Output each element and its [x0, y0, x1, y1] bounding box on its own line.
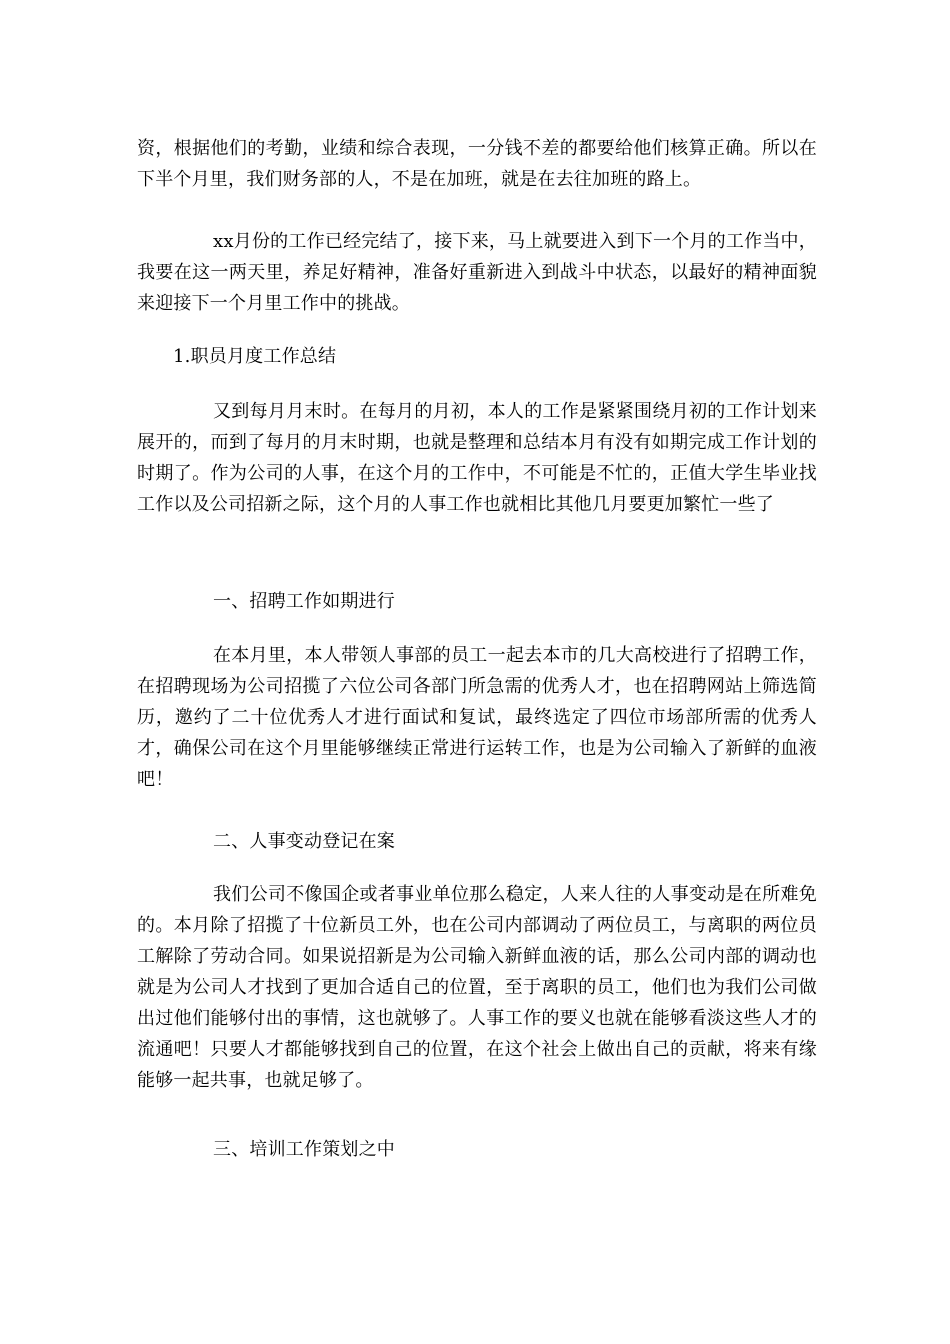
- paragraph-month-end: xx月份的工作已经完结了，接下来，马上就要进入到下一个月的工作当中，我要在这一两天里，养足好精神，准备好重新进入到战斗中状态，以最好的精神面貌来迎接下一个月里工作中的挑战。: [137, 231, 817, 314]
- paragraph-continuation: 资，根据他们的考勤，业绩和综合表现，一分钱不差的都要给他们核算正确。所以在下半个月里，我们财务部的人，不是在加班，就是在去往加班的路上。: [137, 138, 817, 190]
- paragraph-recruitment: 在本月里，本人带领人事部的员工一起去本市的几大高校进行了招聘工作，在招聘现场为公司招揽了六位公司各部门所急需的优秀人才，也在招聘网站上筛选简历，邀约了二十位优秀人才进行面试和复试，最终选定了四位市场部所需的优秀人才，确保公司在这个月里能够继续正常进行运转工作，也是为公司输入了新鲜的血液吧！: [137, 645, 817, 790]
- paragraph-personnel-changes: 我们公司不像国企或者事业单位那么稳定，人来人往的人事变动是在所难免的。本月除了招揽了十位新员工外，也在公司内部调动了两位员工，与离职的两位员工解除了劳动合同。如果说招新是为公司输入新鲜血液的话，那么公司内部的调动也就是为公司人才找到了更加合适自己的位置，至于离职的员工，他们也为我们公司做出过他们能够付出的事情，这也就够了。人事工作的要义也就在能够看淡这些人才的流通吧！只要人才都能够找到自己的位置，在这个社会上做出自己的贡献，将来有缘能够一起共事，也就足够了。: [137, 884, 817, 1091]
- heading-training: 三、培训工作策划之中: [213, 1139, 395, 1160]
- heading-recruitment: 一、招聘工作如期进行: [213, 591, 395, 612]
- heading-personnel-changes: 二、人事变动登记在案: [213, 831, 395, 852]
- section-title-monthly-summary: 1.职员月度工作总结: [173, 346, 337, 367]
- paragraph-intro: 又到每月月末时。在每月的月初，本人的工作是紧紧围绕月初的工作计划来展开的，而到了每月的月末时期，也就是整理和总结本月有没有如期完成工作计划的时期了。作为公司的人事，在这个月的工作中，不可能是不忙的，正值大学生毕业找工作以及公司招新之际，这个月的人事工作也就相比其他几月要更加繁忙一些了: [137, 401, 817, 515]
